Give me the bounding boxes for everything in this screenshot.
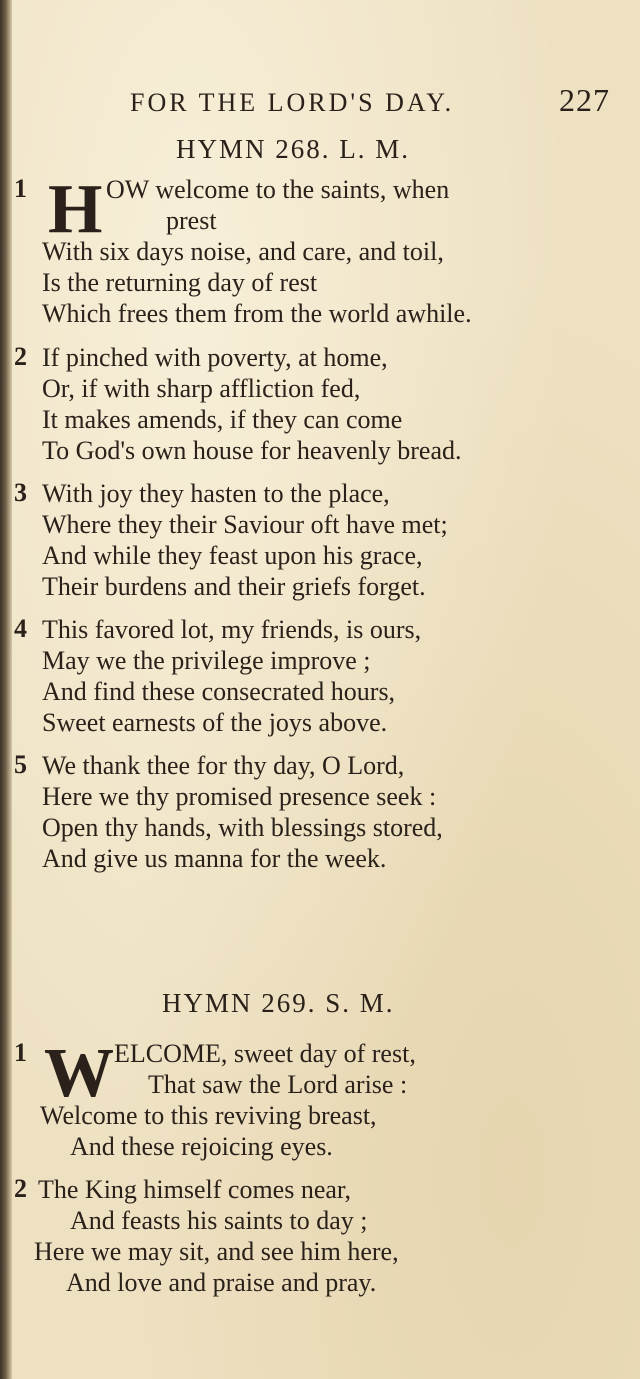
stanza-line: Or, if with sharp affliction fed, [42,374,361,403]
stanza-line: And feasts his saints to day ; [70,1206,368,1235]
running-head-title: FOR THE LORD'S DAY. [130,88,455,117]
stanza-line: And give us manna for the week. [42,844,387,873]
stanza-line: And love and praise and pray. [66,1268,377,1297]
hymn-268-stanza-3 [14,478,624,602]
stanza-line: Which frees them from the world awhile. [42,299,472,328]
stanza-number: 4 [14,614,27,643]
stanza-line: Is the returning day of rest [42,268,318,297]
hymn-268-stanza-4 [14,614,624,738]
stanza-line: The King himself comes near, [38,1175,352,1204]
stanza-line: Where they their Saviour oft have met; [42,510,448,539]
stanza-line: This favored lot, my friends, is ours, [42,615,422,644]
hymn-268-stanza-1 [14,171,624,329]
stanza-line: We thank thee for thy day, O Lord, [42,751,405,780]
stanza-number: 3 [14,478,27,507]
stanza-line: And these rejoicing eyes. [70,1132,333,1161]
stanza-line: That saw the Lord arise : [148,1070,408,1099]
hymn-269-heading: HYMN 269. S. M. [162,988,395,1018]
stanza-number: 5 [14,750,27,779]
hymn-269-stanza-2 [14,1174,624,1298]
stanza-line: And while they feast upon his grace, [42,541,423,570]
hymn-269-stanza-1 [14,1035,624,1162]
hymn-268-stanza-5 [14,750,624,874]
stanza-line: And find these consecrated hours, [42,677,396,706]
stanza-number: 2 [14,342,27,371]
book-spine-shadow [0,0,12,1379]
stanza-number: 2 [14,1174,27,1203]
stanza-number: 1 [14,174,27,203]
stanza-line: Open thy hands, with blessings stored, [42,813,443,842]
stanza-line: May we the privilege improve ; [42,646,371,675]
stanza-line: It makes amends, if they can come [42,405,403,434]
stanza-line: OW welcome to the saints, when [106,175,450,204]
stanza-line: Their burdens and their griefs forget. [42,572,426,601]
stanza-line: With joy they hasten to the place, [42,479,390,508]
stanza-line: prest [166,206,217,235]
stanza-line: ELCOME, sweet day of rest, [114,1039,416,1068]
drop-cap-letter: W [44,1035,114,1112]
page-number: 227 [559,82,610,118]
stanza-line: If pinched with poverty, at home, [42,343,388,372]
hymn-268-heading: HYMN 268. L. M. [176,134,411,164]
stanza-line: With six days noise, and care, and toil, [42,237,444,266]
hymn-268-stanza-2 [14,342,624,466]
stanza-line: Welcome to this reviving breast, [40,1101,377,1130]
stanza-line: Here we may sit, and see him here, [34,1237,399,1266]
stanza-line: Sweet earnests of the joys above. [42,708,388,737]
stanza-number: 1 [14,1038,27,1067]
stanza-line: To God's own house for heavenly bread. [42,436,462,465]
stanza-line: Here we thy promised presence seek : [42,782,437,811]
drop-cap-letter: H [48,171,103,248]
